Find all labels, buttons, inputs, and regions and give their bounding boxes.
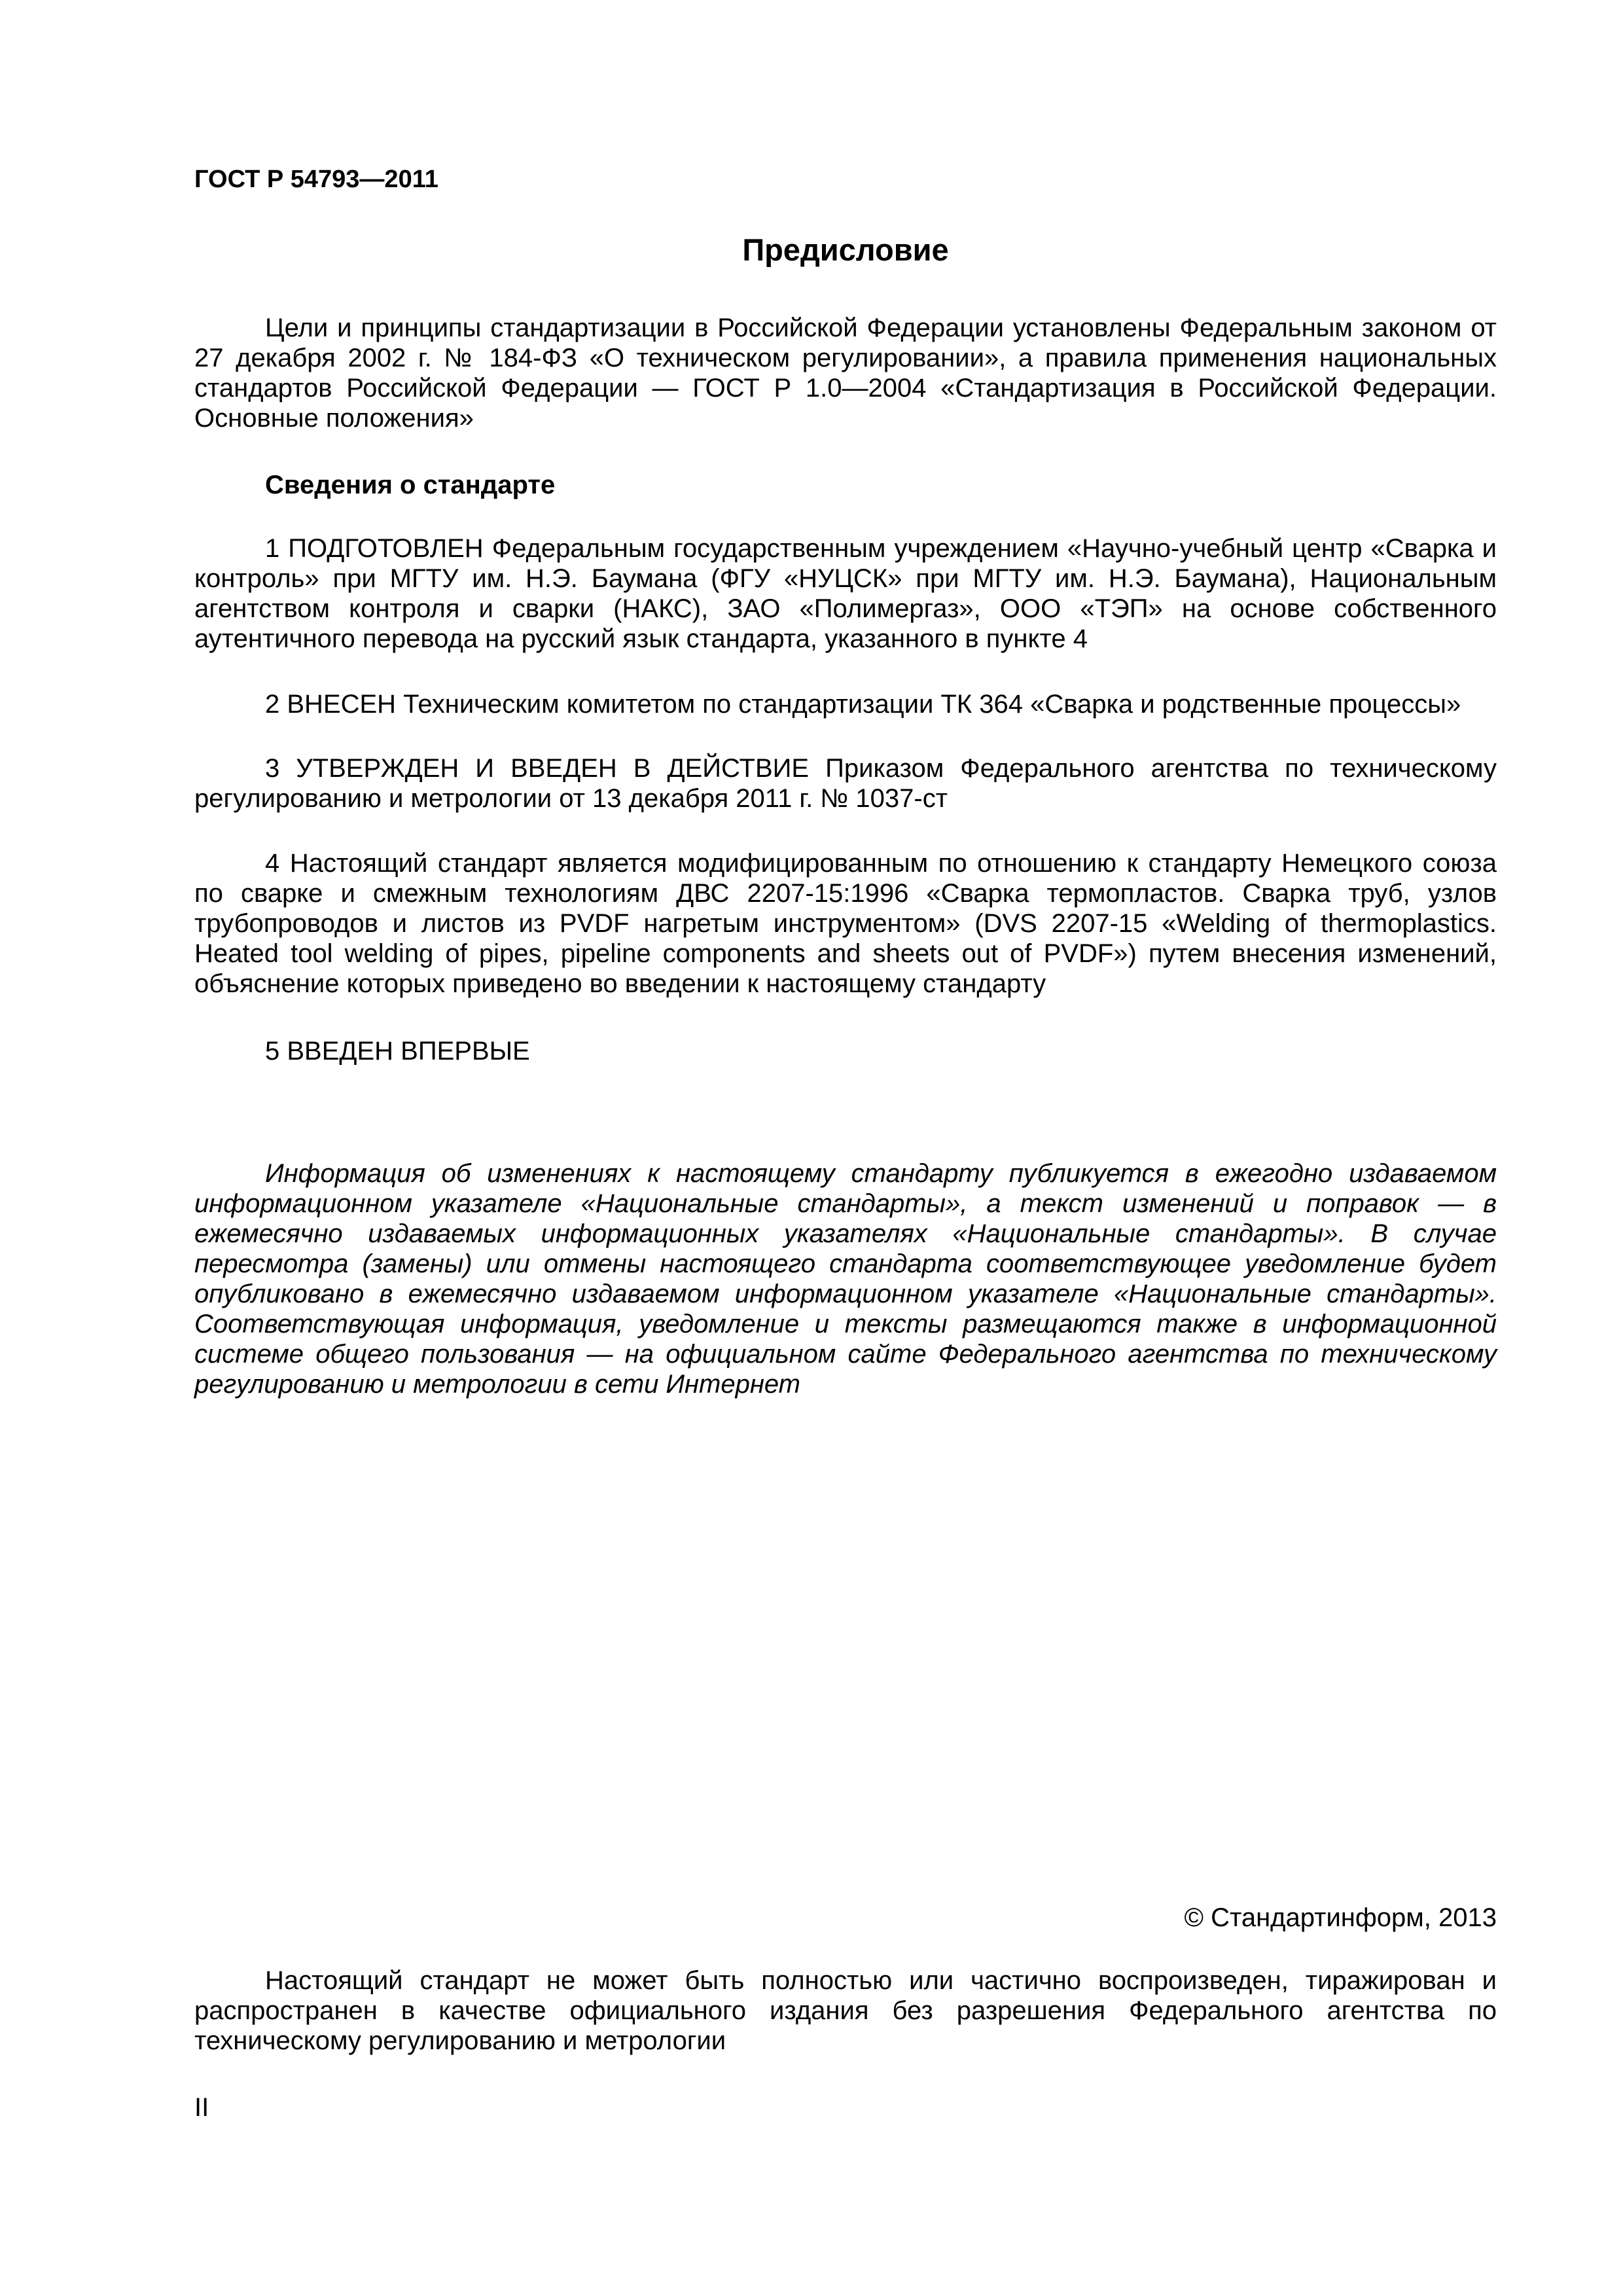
standard-info-heading: Сведения о стандарте: [265, 471, 556, 499]
info-item-submitted: 2 ВНЕСЕН Техническим комитетом по стандартизации ТК 364 «Сварка и родственные процессы»: [265, 690, 1461, 719]
page-title: Предисловие: [742, 232, 949, 267]
info-item-prepared: 1 ПОДГОТОВЛЕН Федеральным государственным учреждением «Научно-учебный центр «Сварка и контроль» при МГТУ им. Н.Э. Баумана (ФГУ «НУЦСК» при МГТУ им. Н.Э. Баумана), Национальным агентством контроля и сварки (НАКС), ЗАО «Полимергаз», ООО «ТЭП» на основе собственного аутентичного перевода на русский язык стандарта, указанного в пункте 4: [194, 534, 1497, 653]
info-item-first-introduced: 5 ВВЕДЕН ВПЕРВЫЕ: [265, 1037, 530, 1066]
intro-paragraph: Цели и принципы стандартизации в Российской Федерации установлены Федеральным законом от 27 декабря 2002 г. № 184-ФЗ «О техническом регулировании», а правила применения национальных стандартов Российской Федерации — ГОСТ Р 1.0—2004 «Стандартизация в Российской Федерации. Основные положения»: [194, 314, 1497, 433]
change-info-paragraph: Информация об изменениях к настоящему стандарту публикуется в ежегодно издаваемом информационном указателе «Национальные стандарты», а текст изменений и поправок — в ежемесячно издаваемых информационных указателях «Национальные стандарты». В случае пересмотра (замены) или отмены настоящего стандарта соответствующее уведомление будет опубликовано в ежемесячно издаваемом информационном указателе «Национальные стандарты». Соответствующая информация, уведомление и тексты размещаются также в информационной системе общего пользования — на официальном сайте Федерального агентства по техническому регулированию и метрологии в сети Интернет: [194, 1159, 1497, 1399]
document-identifier: ГОСТ Р 54793—2011: [194, 166, 438, 193]
reproduction-notice: Настоящий стандарт не может быть полностью или частично воспроизведен, тиражирован и распространен в качестве официального издания без разрешения Федерального агентства по техническому регулированию и метрологии: [194, 1966, 1497, 2055]
info-item-approved: 3 УТВЕРЖДЕН И ВВЕДЕН В ДЕЙСТВИЕ Приказом Федерального агентства по техническому регулированию и метрологии от 13 декабря 2011 г. № 1037-ст: [194, 754, 1497, 813]
page-number: II: [194, 2093, 209, 2122]
copyright-line: © Стандартинформ, 2013: [1184, 1903, 1497, 1932]
info-item-modified-standard: 4 Настоящий стандарт является модифицированным по отношению к стандарту Немецкого союза по сварке и смежным технологиям ДВС 2207-15:1996 «Сварка термопластов. Сварка труб, узлов трубопроводов и листов из PVDF нагретым инструментом» (DVS 2207-15 «Welding of thermoplastics. Heated tool welding of pipes, pipeline components and sheets out of PVDF») путем внесения изменений, объяснение которых приведено во введении к настоящему стандарту: [194, 849, 1497, 998]
